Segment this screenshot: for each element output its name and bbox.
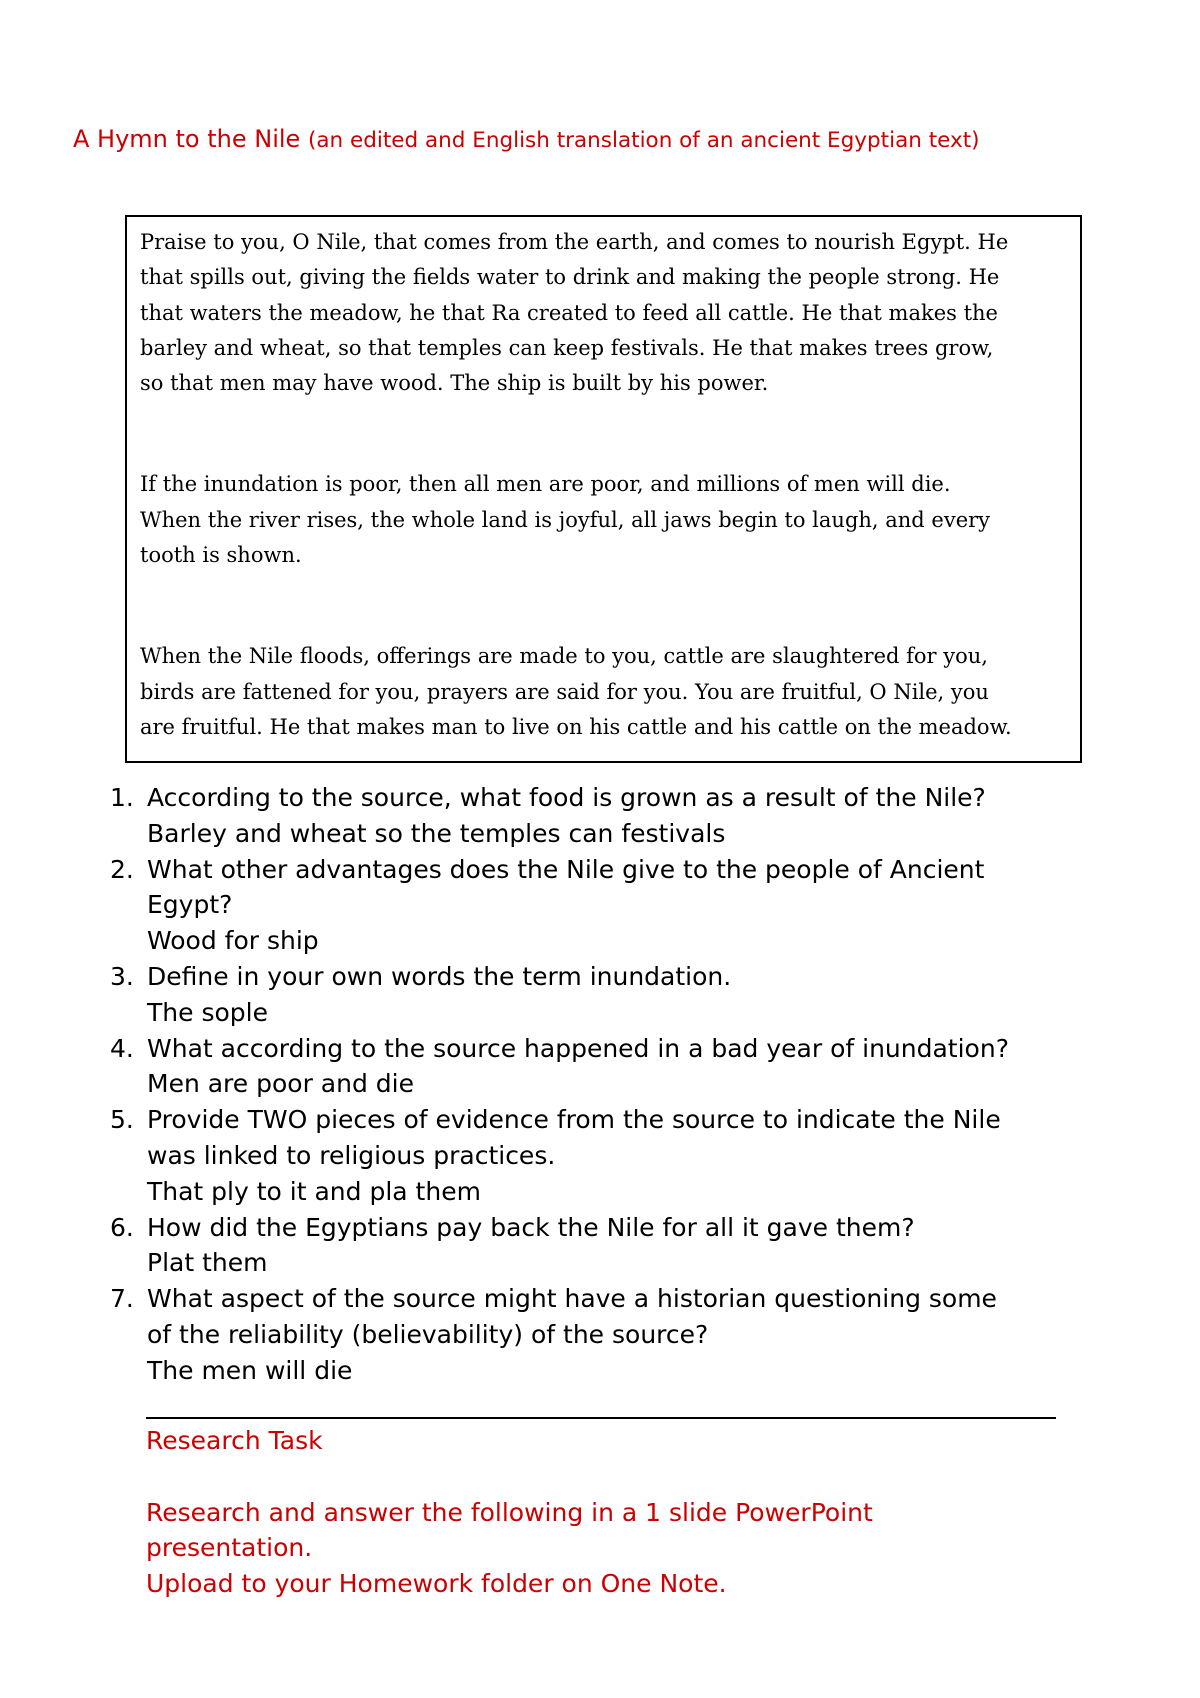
question-item	[100, 1102, 1140, 1209]
question-item	[100, 780, 1140, 852]
question-item	[100, 1031, 1140, 1103]
source-line: that spills out, giving the fields water to drink and making the people strong. He	[140, 265, 1000, 290]
question-text: was linked to religious practices.	[147, 1140, 556, 1170]
source-text-box	[125, 215, 1082, 763]
question-number: 4.	[110, 1033, 134, 1063]
source-line: that waters the meadow, he that Ra created to feed all cattle. He that makes the	[140, 300, 998, 325]
title-subtitle: (an edited and English translation of an ancient Egyptian text)	[307, 128, 980, 153]
source-line: When the Nile floods, offerings are made to you, cattle are slaughtered for you,	[140, 644, 988, 669]
answer-text: Barley and wheat so the temples can festivals	[147, 818, 726, 848]
question-item	[100, 1210, 1140, 1282]
question-number: 2.	[110, 854, 134, 884]
source-line: are fruitful. He that makes man to live on his cattle and his cattle on the meadow.	[140, 714, 1012, 739]
source-line: birds are fattened for you, prayers are said for you. You are fruitful, O Nile, you	[140, 679, 989, 704]
question-text: What aspect of the source might have a historian questioning some	[147, 1284, 997, 1314]
source-paragraph	[140, 639, 1068, 745]
question-text: Define in your own words the term inundation.	[147, 961, 732, 991]
question-number: 3.	[110, 961, 134, 991]
answer-text: The men will die	[147, 1355, 353, 1385]
page-title	[73, 124, 980, 156]
source-line: Praise to you, O Nile, that comes from the earth, and comes to nourish Egypt. He	[140, 230, 1009, 254]
research-instruction-line: Research and answer the following in a 1 slide PowerPoint	[146, 1497, 873, 1527]
question-list	[100, 780, 1140, 1389]
research-instruction	[146, 1495, 1106, 1567]
question-number: 5.	[110, 1105, 134, 1135]
section-divider	[146, 1417, 1056, 1419]
source-line: tooth is shown.	[140, 543, 302, 568]
research-task-section	[146, 1423, 1106, 1602]
source-paragraph	[140, 225, 1068, 401]
question-item	[100, 959, 1140, 1031]
source-line: barley and wheat, so that temples can keep festivals. He that makes trees grow,	[140, 335, 994, 360]
question-number: 1.	[110, 783, 134, 812]
question-number: 7.	[110, 1284, 134, 1314]
question-item	[100, 852, 1140, 959]
question-text: What other advantages does the Nile give to the people of Ancient	[147, 854, 985, 884]
title-main: A Hymn to the Nile	[73, 125, 301, 153]
research-heading: Research Task	[146, 1426, 323, 1455]
source-line: When the river rises, the whole land is joyful, all jaws begin to laugh, and every	[140, 507, 991, 532]
question-number: 6.	[110, 1212, 134, 1242]
question-text: Provide TWO pieces of evidence from the source to indicate the Nile	[147, 1105, 1001, 1135]
answer-text: That ply to it and pla them	[147, 1176, 481, 1206]
question-text: How did the Egyptians pay back the Nile for all it gave them?	[147, 1212, 915, 1242]
source-paragraph	[140, 467, 1068, 573]
question-text: of the reliability (believability) of the source?	[147, 1319, 709, 1349]
question-text: According to the source, what food is grown as a result of the Nile?	[147, 783, 986, 812]
answer-text: The sople	[147, 997, 268, 1027]
answer-text: Men are poor and die	[147, 1069, 414, 1099]
answer-text: Plat them	[147, 1248, 268, 1278]
question-text: Egypt?	[147, 890, 233, 920]
answer-text: Wood for ship	[147, 926, 319, 956]
source-line: so that men may have wood. The ship is built by his power.	[140, 371, 769, 396]
research-upload-instruction: Upload to your Homework folder on One Note.	[146, 1569, 727, 1599]
question-text: What according to the source happened in a bad year of inundation?	[147, 1033, 1009, 1063]
research-instruction-line: presentation.	[146, 1533, 313, 1563]
source-line: If the inundation is poor, then all men are poor, and millions of men will die.	[140, 472, 951, 497]
question-item	[100, 1281, 1140, 1388]
